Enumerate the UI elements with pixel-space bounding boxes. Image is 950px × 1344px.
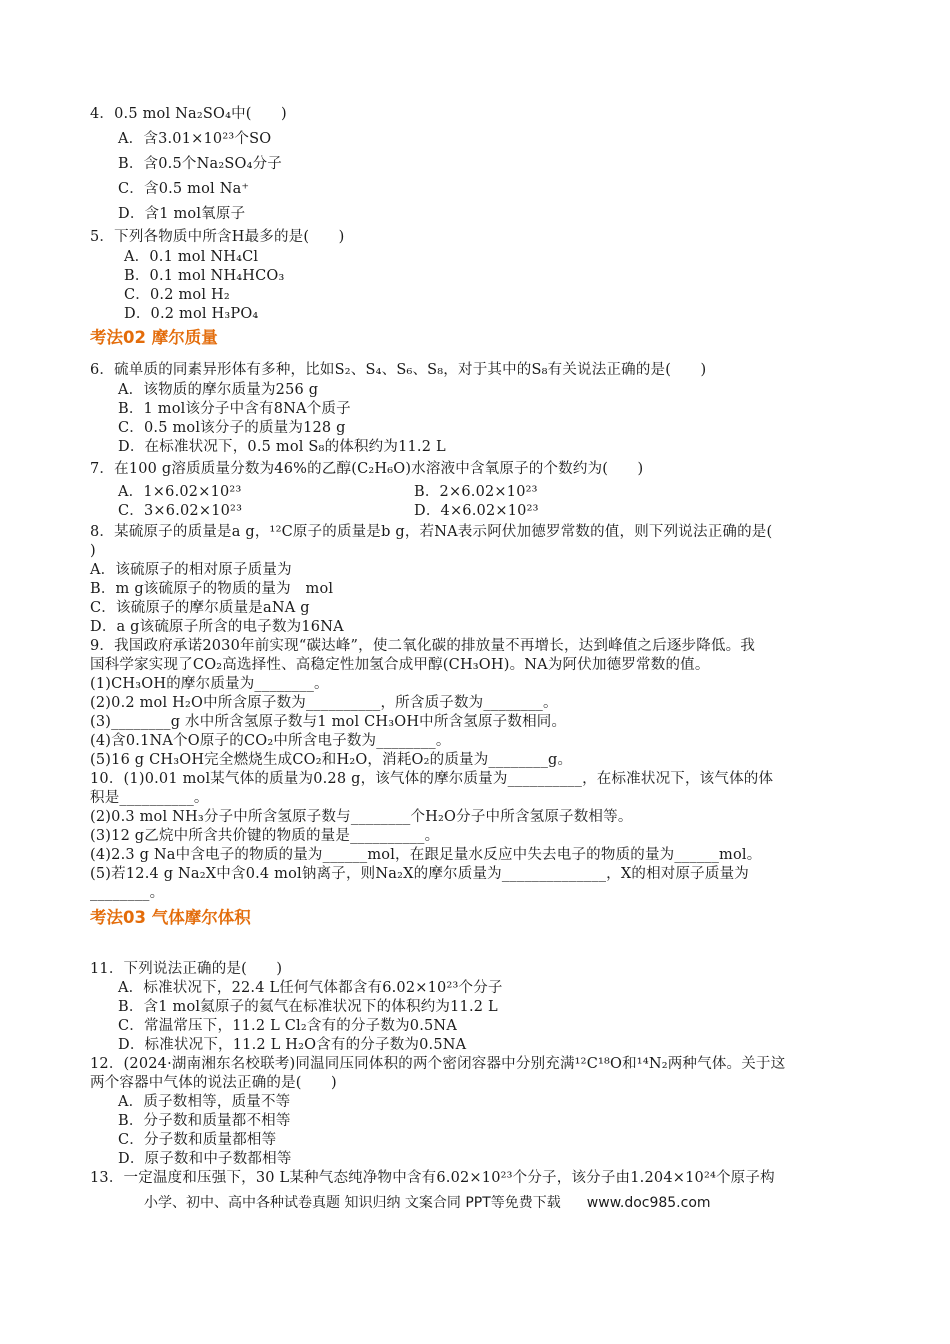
text-line: A．0.1 mol NH₄Cl [124, 249, 259, 265]
footer-link[interactable]: www.doc985.com [586, 1195, 711, 1211]
text-line: (1)CH₃OH的摩尔质量为________。 [90, 676, 329, 692]
text-line: (4)含0.1NA个O原子的CO₂中所含电子数为________。 [90, 733, 451, 749]
text-line: B．含0.5个Na₂SO₄分子 [118, 156, 282, 172]
text-line: C．0.2 mol H₂ [124, 287, 230, 303]
text-line: A．1×6.02×10²³ [118, 484, 242, 500]
text-line: B．含1 mol氦原子的氦气在标准状况下的体积约为11.2 L [118, 999, 498, 1015]
text-line: 9．我国政府承诺2030年前实现“碳达峰”，使二氧化碳的排放量不再增长，达到峰值之后逐步降低。我 [90, 638, 756, 654]
text-line: C．分子数和质量都相等 [118, 1132, 277, 1148]
text-line: (2)0.2 mol H₂O中所含原子数为__________，所含质子数为________。 [90, 695, 558, 711]
text-line: 13．一定温度和压强下，30 L某种气态纯净物中含有6.02×10²³个分子，该分子由1.204×10²⁴个原子构 [90, 1170, 775, 1186]
text-line: D．含1 mol氧原子 [118, 206, 246, 222]
text-line: B．2×6.02×10²³ [414, 484, 538, 500]
text-line: (5)16 g CH₃OH完全燃烧生成CO₂和H₂O，消耗O₂的质量为________g。 [90, 752, 573, 768]
footer-text: 小学、初中、高中各种试卷真题 知识归纳 文案合同 PPT等免费下载 [144, 1195, 561, 1211]
text-line: A．标准状况下，22.4 L任何气体都含有6.02×10²³个分子 [118, 980, 503, 996]
text-line: D．0.2 mol H₃PO₄ [124, 306, 259, 322]
text-line: 7．在100 g溶质质量分数为46%的乙醇(C₂H₆O)水溶液中含氧原子的个数约为( ) [90, 461, 644, 477]
text-line: (4)2.3 g Na中含电子的物质的量为______mol，在跟足量水反应中失去电子的物质的量为______mol。 [90, 847, 762, 863]
section-heading: 考法02 摩尔质量 [90, 328, 218, 347]
text-line: A．含3.01×10²³个SO [118, 131, 272, 147]
text-line: D．标准状况下，11.2 L H₂O含有的分子数为0.5NA [118, 1037, 467, 1053]
text-line: C．该硫原子的摩尔质量是aNA g [90, 600, 310, 616]
text-line: C．0.5 mol该分子的质量为128 g [118, 420, 346, 436]
text-line: B．m g该硫原子的物质的量为 mol [90, 581, 334, 597]
text-line: (2)0.3 mol NH₃分子中所含氢原子数与________个H₂O分子中所含氢原子数相等。 [90, 809, 633, 825]
text-line: 11．下列说法正确的是( ) [90, 961, 283, 977]
text-line: C．含0.5 mol Na⁺ [118, 181, 250, 197]
text-line: A．该硫原子的相对原子质量为 [90, 562, 292, 578]
text-line: D．4×6.02×10²³ [414, 503, 539, 519]
text-line: B．1 mol该分子中含有8NA个质子 [118, 401, 351, 417]
text-line: ________。 [90, 885, 165, 901]
text-line: C．常温常压下，11.2 L Cl₂含有的分子数为0.5NA [118, 1018, 457, 1034]
text-line: D．a g该硫原子所含的电子数为16NA [90, 619, 344, 635]
text-line: C．3×6.02×10²³ [118, 503, 243, 519]
text-line: (5)若12.4 g Na₂X中含0.4 mol钠离子，则Na₂X的摩尔质量为______________，X的相对原子质量为 [90, 866, 749, 882]
text-line: D．在标准状况下，0.5 mol S₈的体积约为11.2 L [118, 439, 446, 455]
text-line: 6．硫单质的同素异形体有多种，比如S₂、S₄、S₆、S₈，对于其中的S₈有关说法正确的是( ) [90, 362, 707, 378]
text-line: (3)12 g乙烷中所含共价键的物质的量是__________。 [90, 828, 440, 844]
text-line: 积是__________。 [90, 790, 209, 806]
section-heading: 考法03 气体摩尔体积 [90, 908, 251, 927]
text-line: ) [90, 543, 96, 559]
text-line: 国科学家实现了CO₂高选择性、高稳定性加氢合成甲醇(CH₃OH)。NA为阿伏加德罗常数的值。 [90, 657, 710, 673]
text-line: 8．某硫原子的质量是a g，¹²C原子的质量是b g，若NA表示阿伏加德罗常数的值，则下列说法正确的是( [90, 524, 773, 540]
text-line: A．该物质的摩尔质量为256 g [118, 382, 319, 398]
page-footer [144, 1192, 711, 1212]
text-line: 10．(1)0.01 mol某气体的质量为0.28 g，该气体的摩尔质量为__________，在标准状况下，该气体的体 [90, 771, 774, 787]
text-line: B．0.1 mol NH₄HCO₃ [124, 268, 285, 284]
text-line: A．质子数相等，质量不等 [118, 1094, 291, 1110]
text-line: 5．下列各物质中所含H最多的是( ) [90, 229, 345, 245]
text-line: D．原子数和中子数都相等 [118, 1151, 292, 1167]
text-line: 12．(2024·湖南湘东名校联考)同温同压同体积的两个密闭容器中分别充满¹²C¹⁸O和¹⁴N₂两种气体。关于这 [90, 1056, 786, 1072]
text-line: 两个容器中气体的说法正确的是( ) [90, 1075, 337, 1091]
text-line: (3)________g 水中所含氢原子数与1 mol CH₃OH中所含氢原子数相同。 [90, 714, 567, 730]
text-line: B．分子数和质量都不相等 [118, 1113, 291, 1129]
text-line: 4．0.5 mol Na₂SO₄中( ) [90, 106, 287, 122]
